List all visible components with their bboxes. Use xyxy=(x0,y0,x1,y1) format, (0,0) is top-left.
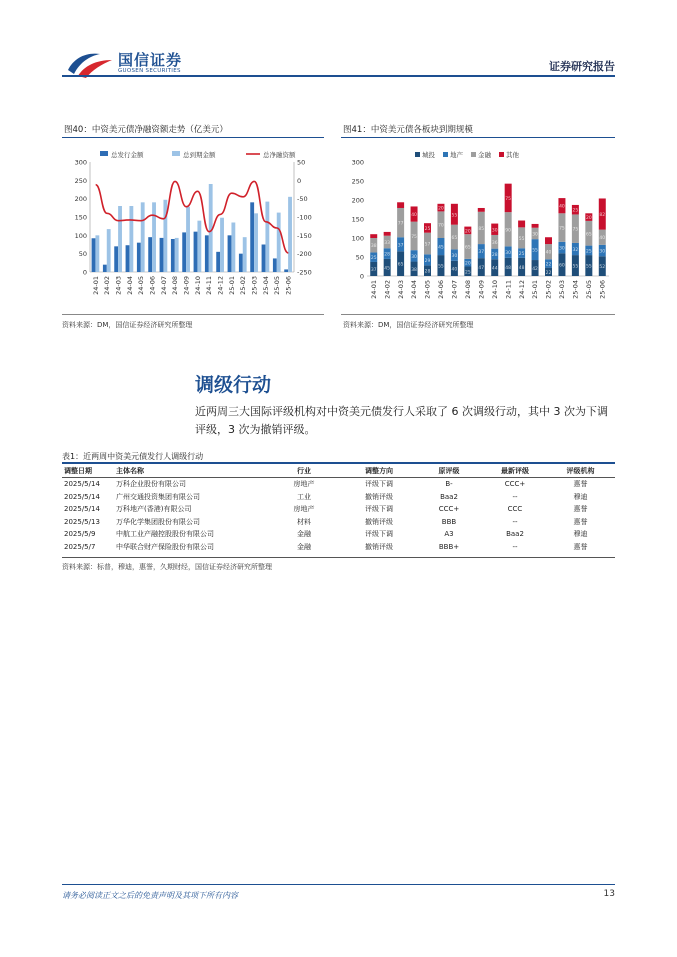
fig41-source: 资料来源：DM，国信证券经济研究所整理 xyxy=(343,321,474,329)
table-row xyxy=(62,541,615,554)
cell-old-rating: BBB+ xyxy=(438,542,460,551)
cell-old-rating: Baa2 xyxy=(440,492,458,501)
x-tick-label: 25-03 xyxy=(250,276,259,295)
y-tick: 250 xyxy=(351,177,364,186)
cell-direction: 评级下调 xyxy=(365,505,393,514)
cell-industry: 金融 xyxy=(297,542,311,551)
x-tick-label: 24-11 xyxy=(205,276,214,295)
bar-value-label: 22 xyxy=(545,270,552,276)
y-tick-right: -250 xyxy=(297,268,312,277)
table-row xyxy=(62,491,615,504)
bar-segment-其他 xyxy=(545,237,552,244)
x-tick-label: 25-03 xyxy=(558,280,567,299)
x-tick-label: 25-06 xyxy=(598,280,607,299)
cell-agency: 穆迪 xyxy=(573,492,588,501)
fig40-bottom-rule xyxy=(62,314,324,315)
bar-value-label: 20 xyxy=(464,261,471,267)
bar-value-label: 25 xyxy=(424,226,431,232)
rating-actions-table xyxy=(62,464,615,553)
header-divider xyxy=(62,75,615,77)
section-body: 近两周三大国际评级机构对中资美元债发行人采取了 6 次调级行动，其中 3 次为下调评级，3 次为撤销评级。 xyxy=(195,405,608,436)
legend-label-0: 总发行金额 xyxy=(111,151,144,159)
x-tick-label: 24-12 xyxy=(216,276,225,295)
footer-disclaimer: 请务必阅读正文之后的免责声明及其项下所有内容 xyxy=(62,891,238,900)
bar-value-label: 48 xyxy=(518,265,525,271)
fig40-source: 资料来源：DM，国信证券经济研究所整理 xyxy=(62,321,193,329)
fig41-title: 图41：中资美元债各板块到期规模 xyxy=(343,125,473,135)
cell-industry: 材料 xyxy=(297,517,311,526)
legend-label-2: 总净融资额 xyxy=(263,151,296,159)
x-tick-label: 24-04 xyxy=(410,280,419,299)
cell-new-rating: Baa2 xyxy=(506,530,524,539)
bar-maturity xyxy=(243,237,247,272)
x-tick-label: 25-04 xyxy=(571,280,580,299)
bar-issuance xyxy=(160,238,164,272)
cell-industry: 房地产 xyxy=(293,480,315,489)
bar-value-label: 20 xyxy=(438,206,444,212)
bar-maturity xyxy=(141,202,145,272)
bar-value-label: 52 xyxy=(599,265,606,271)
y-tick: 200 xyxy=(351,196,364,205)
bar-segment-其他 xyxy=(532,224,539,228)
bar-issuance xyxy=(114,246,118,272)
cell-issuer: 万华化学集团股份有限公司 xyxy=(116,517,200,526)
bar-value-label: 20 xyxy=(585,216,592,222)
bar-value-label: 25 xyxy=(370,256,377,262)
legend-swatch-0 xyxy=(100,151,108,156)
fig41-top-rule xyxy=(341,137,615,138)
bar-issuance xyxy=(92,238,96,272)
bar-maturity xyxy=(254,213,258,272)
logo-text: 国信证券 xyxy=(118,51,183,69)
table-row xyxy=(62,478,615,491)
cell-issuer: 万科地产(香港)有限公司 xyxy=(116,505,192,514)
y-tick-left: 0 xyxy=(82,268,87,277)
cell-industry: 房地产 xyxy=(293,505,315,514)
cell-date: 2025/5/14 xyxy=(64,492,100,501)
bar-issuance xyxy=(182,232,186,272)
legend-swatch-1 xyxy=(443,152,448,157)
y-tick-left: 250 xyxy=(74,176,87,185)
x-tick-label: 25-02 xyxy=(544,280,553,299)
x-tick-label: 24-04 xyxy=(125,276,134,295)
bar-value-label: 57 xyxy=(424,242,431,248)
bar-value-label: 28 xyxy=(424,269,431,275)
bar-value-label: 38 xyxy=(411,267,417,273)
bar-value-label: 70 xyxy=(438,223,444,229)
bar-value-label: 25 xyxy=(585,249,592,255)
col-header-industry: 行业 xyxy=(264,464,344,478)
bar-maturity xyxy=(220,218,224,272)
cell-old-rating: CCC+ xyxy=(438,505,460,514)
cell-new-rating: CCC+ xyxy=(504,480,526,489)
x-tick-label: 24-09 xyxy=(477,280,486,299)
bar-value-label: 30 xyxy=(411,254,417,260)
bar-maturity xyxy=(231,223,235,273)
bar-value-label: 25 xyxy=(518,252,525,258)
fig41-bottom-rule xyxy=(341,314,615,315)
y-tick: 0 xyxy=(359,272,364,281)
cell-industry: 工业 xyxy=(297,492,311,501)
bar-maturity xyxy=(152,202,156,272)
cell-old-rating: B- xyxy=(445,480,453,489)
fig40-title: 图40：中资美元债净融资额走势（亿美元） xyxy=(64,125,228,135)
table-title: 表1：近两周中资美元债发行人调级行动 xyxy=(62,452,204,461)
bar-value-label: 45 xyxy=(384,266,391,272)
y-tick: 50 xyxy=(355,253,364,262)
x-tick-label: 24-08 xyxy=(171,276,180,295)
bar-value-label: 30 xyxy=(599,249,606,255)
x-tick-label: 24-05 xyxy=(137,276,146,295)
bar-segment-其他 xyxy=(397,202,404,208)
fig41-chart xyxy=(341,140,615,312)
bar-value-label: 55 xyxy=(438,264,444,270)
x-tick-label: 24-09 xyxy=(182,276,191,295)
bar-value-label: 20 xyxy=(464,229,471,235)
bar-value-label: 22 xyxy=(545,262,552,268)
cell-old-rating: A3 xyxy=(444,530,454,539)
y-tick-left: 100 xyxy=(74,231,87,240)
bar-maturity xyxy=(186,207,190,272)
x-tick-label: 25-04 xyxy=(261,276,270,295)
x-tick-label: 24-10 xyxy=(490,280,499,299)
col-header-new-rating: 最新评级 xyxy=(484,464,546,478)
cell-direction: 评级下调 xyxy=(365,530,393,539)
cell-direction: 撤销评级 xyxy=(365,517,393,526)
bar-issuance xyxy=(250,202,254,272)
y-tick-right: -50 xyxy=(297,195,308,204)
x-tick-label: 25-02 xyxy=(239,276,248,295)
x-tick-label: 25-01 xyxy=(531,280,540,299)
cell-date: 2025/5/14 xyxy=(64,505,100,514)
cell-direction: 评级下调 xyxy=(365,480,393,489)
bar-value-label: 75 xyxy=(411,234,417,240)
x-tick-label: 24-03 xyxy=(396,280,405,299)
y-tick: 100 xyxy=(351,234,364,243)
bar-maturity xyxy=(277,213,281,272)
bar-value-label: 30 xyxy=(532,232,538,238)
bar-value-label: 55 xyxy=(518,236,525,242)
x-tick-label: 24-07 xyxy=(159,276,168,295)
cell-date: 2025/5/13 xyxy=(64,517,100,526)
col-header-agency: 评级机构 xyxy=(546,464,615,478)
col-header-direction: 调整方向 xyxy=(344,464,414,478)
x-tick-label: 24-06 xyxy=(437,280,446,299)
cell-agency: 惠誉 xyxy=(573,517,588,526)
bar-value-label: 65 xyxy=(451,236,458,242)
legend-swatch-0 xyxy=(415,152,420,157)
bar-segment-其他 xyxy=(518,221,525,228)
bar-value-label: 75 xyxy=(572,227,579,233)
fig40-top-rule xyxy=(62,137,324,138)
y-tick-left: 300 xyxy=(74,158,87,167)
x-tick-label: 24-01 xyxy=(91,276,100,295)
col-header-old-rating: 原评级 xyxy=(414,464,484,478)
col-header-date: 调整日期 xyxy=(62,464,114,478)
bar-issuance xyxy=(103,265,107,272)
x-tick-label: 24-11 xyxy=(504,280,513,299)
y-tick-right: -100 xyxy=(297,213,312,222)
col-header-issuer: 主体名称 xyxy=(114,464,264,478)
bar-value-label: 44 xyxy=(491,266,498,272)
bar-value-label: 65 xyxy=(464,245,471,251)
bar-issuance xyxy=(126,245,130,272)
bar-value-label: 28 xyxy=(491,252,498,258)
legend-swatch-3 xyxy=(499,152,504,157)
x-tick-label: 25-01 xyxy=(227,276,236,295)
page-number: 13 xyxy=(603,889,615,899)
bar-value-label: 77 xyxy=(397,221,404,227)
bar-value-label: 42 xyxy=(532,267,538,273)
bar-value-label: 30 xyxy=(505,251,512,257)
x-tick-label: 24-06 xyxy=(148,276,157,295)
bar-value-label: 25 xyxy=(464,270,471,276)
cell-issuer: 广州交通投资集团有限公司 xyxy=(116,492,200,501)
logo-subtext: GUOSEN SECURITIES xyxy=(118,68,181,74)
x-tick-label: 24-01 xyxy=(369,280,378,299)
x-tick-label: 25-06 xyxy=(284,276,293,295)
bar-issuance xyxy=(273,258,277,272)
table-row xyxy=(62,528,615,541)
bar-value-label: 82 xyxy=(599,213,606,219)
bar-maturity xyxy=(129,206,133,272)
x-tick-label: 25-05 xyxy=(273,276,282,295)
legend-swatch-2 xyxy=(471,152,476,157)
cell-new-rating: CCC xyxy=(507,505,523,514)
bar-value-label: 75 xyxy=(505,196,512,202)
y-tick-left: 50 xyxy=(78,250,87,259)
bar-value-label: 29 xyxy=(424,258,431,264)
bar-issuance xyxy=(262,245,266,273)
bar-value-label: 40 xyxy=(599,236,606,242)
cell-date: 2025/5/14 xyxy=(64,480,100,489)
bar-issuance xyxy=(171,239,175,272)
bar-issuance xyxy=(148,237,152,272)
x-tick-label: 24-03 xyxy=(114,276,123,295)
cell-old-rating: BBB xyxy=(441,517,457,526)
bar-maturity xyxy=(197,221,201,272)
x-tick-label: 24-02 xyxy=(383,280,392,299)
legend-label-1: 地产 xyxy=(450,151,463,159)
cell-issuer: 万科企业股份有限公司 xyxy=(116,480,186,489)
y-tick-right: 50 xyxy=(297,158,306,167)
table-row xyxy=(62,516,615,529)
bar-value-label: 40 xyxy=(411,213,417,219)
bar-issuance xyxy=(239,254,243,272)
bar-value-label: 30 xyxy=(451,254,458,260)
bar-segment-其他 xyxy=(370,234,377,238)
x-tick-label: 24-02 xyxy=(103,276,112,295)
bar-value-label: 36 xyxy=(491,240,498,246)
bar-maturity xyxy=(265,202,269,272)
bar-issuance xyxy=(194,232,198,272)
bar-value-label: 32 xyxy=(572,248,579,254)
bar-value-label: 60 xyxy=(559,263,565,269)
bar-value-label: 25 xyxy=(572,208,579,214)
legend-label-2: 金融 xyxy=(478,151,491,159)
bar-value-label: 55 xyxy=(451,213,458,219)
bar-value-label: 85 xyxy=(478,226,485,232)
table-source: 资料来源：标普，穆迪，惠誉，久期财经，国信证券经济研究所整理 xyxy=(62,563,272,571)
report-type: 证券研究报告 xyxy=(549,60,615,73)
y-tick: 150 xyxy=(351,215,364,224)
bar-value-label: 65 xyxy=(585,232,592,238)
cell-direction: 撤销评级 xyxy=(365,542,393,551)
cell-agency: 惠誉 xyxy=(573,480,588,489)
bar-value-label: 48 xyxy=(505,265,512,271)
bar-issuance xyxy=(284,269,288,272)
bar-value-label: 33 xyxy=(384,240,391,246)
legend-swatch-1 xyxy=(172,151,180,156)
bar-value-label: 75 xyxy=(559,226,565,232)
bar-value-label: 37 xyxy=(397,243,404,249)
y-tick-right: -150 xyxy=(297,231,312,240)
bar-value-label: 90 xyxy=(505,228,512,234)
x-tick-label: 24-10 xyxy=(193,276,202,295)
footer-divider xyxy=(62,884,615,885)
cell-new-rating: -- xyxy=(512,542,518,551)
bar-value-label: 55 xyxy=(585,264,592,270)
bar-segment-其他 xyxy=(384,232,391,236)
legend-label-1: 总到期金额 xyxy=(183,151,216,159)
x-tick-label: 24-05 xyxy=(423,280,432,299)
bar-issuance xyxy=(137,243,141,272)
x-tick-label: 24-08 xyxy=(464,280,473,299)
cell-direction: 撤销评级 xyxy=(365,492,393,501)
cell-agency: 惠誉 xyxy=(573,505,588,514)
bar-value-label: 40 xyxy=(451,267,458,273)
bar-issuance xyxy=(228,235,232,272)
bar-value-label: 47 xyxy=(478,266,485,272)
legend-label-0: 城投 xyxy=(422,151,435,159)
bar-issuance xyxy=(205,235,209,272)
net-financing-line xyxy=(96,181,289,253)
bar-value-label: 55 xyxy=(572,264,579,270)
cell-new-rating: -- xyxy=(512,517,518,526)
bar-value-label: 37 xyxy=(478,250,485,256)
cell-industry: 金融 xyxy=(297,530,311,539)
cell-agency: 穆迪 xyxy=(573,530,588,539)
bar-value-label: 55 xyxy=(532,248,538,254)
bar-value-label: 65 xyxy=(397,262,404,268)
y-tick-left: 150 xyxy=(74,213,87,222)
y-tick-left: 200 xyxy=(74,195,87,204)
bar-value-label: 40 xyxy=(545,250,552,256)
y-tick-right: 0 xyxy=(297,176,302,185)
fig40-chart xyxy=(62,140,324,312)
bar-value-label: 37 xyxy=(370,267,377,273)
bar-maturity xyxy=(118,206,122,272)
cell-date: 2025/5/7 xyxy=(64,542,96,551)
table-bottom-rule xyxy=(62,557,615,558)
bar-value-label: 40 xyxy=(559,204,565,210)
cell-issuer: 中航工业产融控股股份有限公司 xyxy=(116,530,214,539)
bar-segment-其他 xyxy=(478,208,485,212)
y-tick: 300 xyxy=(351,158,364,167)
bar-maturity xyxy=(95,235,99,272)
bar-value-label: 28 xyxy=(384,252,391,258)
cell-date: 2025/5/9 xyxy=(64,530,96,539)
cell-issuer: 中华联合财产保险股份有限公司 xyxy=(116,542,214,551)
bar-maturity xyxy=(288,197,292,272)
bar-maturity xyxy=(107,229,111,272)
x-tick-label: 24-12 xyxy=(517,280,526,299)
bar-value-label: 30 xyxy=(491,228,498,234)
x-tick-label: 24-07 xyxy=(450,280,459,299)
bar-value-label: 30 xyxy=(559,246,565,252)
legend-label-3: 其他 xyxy=(506,151,519,159)
bar-value-label: 38 xyxy=(370,244,377,250)
bar-maturity xyxy=(175,238,179,272)
y-tick-right: -200 xyxy=(297,250,312,259)
table-header-row xyxy=(62,464,615,478)
cell-new-rating: -- xyxy=(512,492,518,501)
section-title: 调级行动 xyxy=(195,374,272,396)
x-tick-label: 25-05 xyxy=(585,280,594,299)
bar-issuance xyxy=(216,252,220,272)
table-row xyxy=(62,503,615,516)
cell-agency: 惠誉 xyxy=(573,542,588,551)
bar-value-label: 45 xyxy=(438,245,444,251)
